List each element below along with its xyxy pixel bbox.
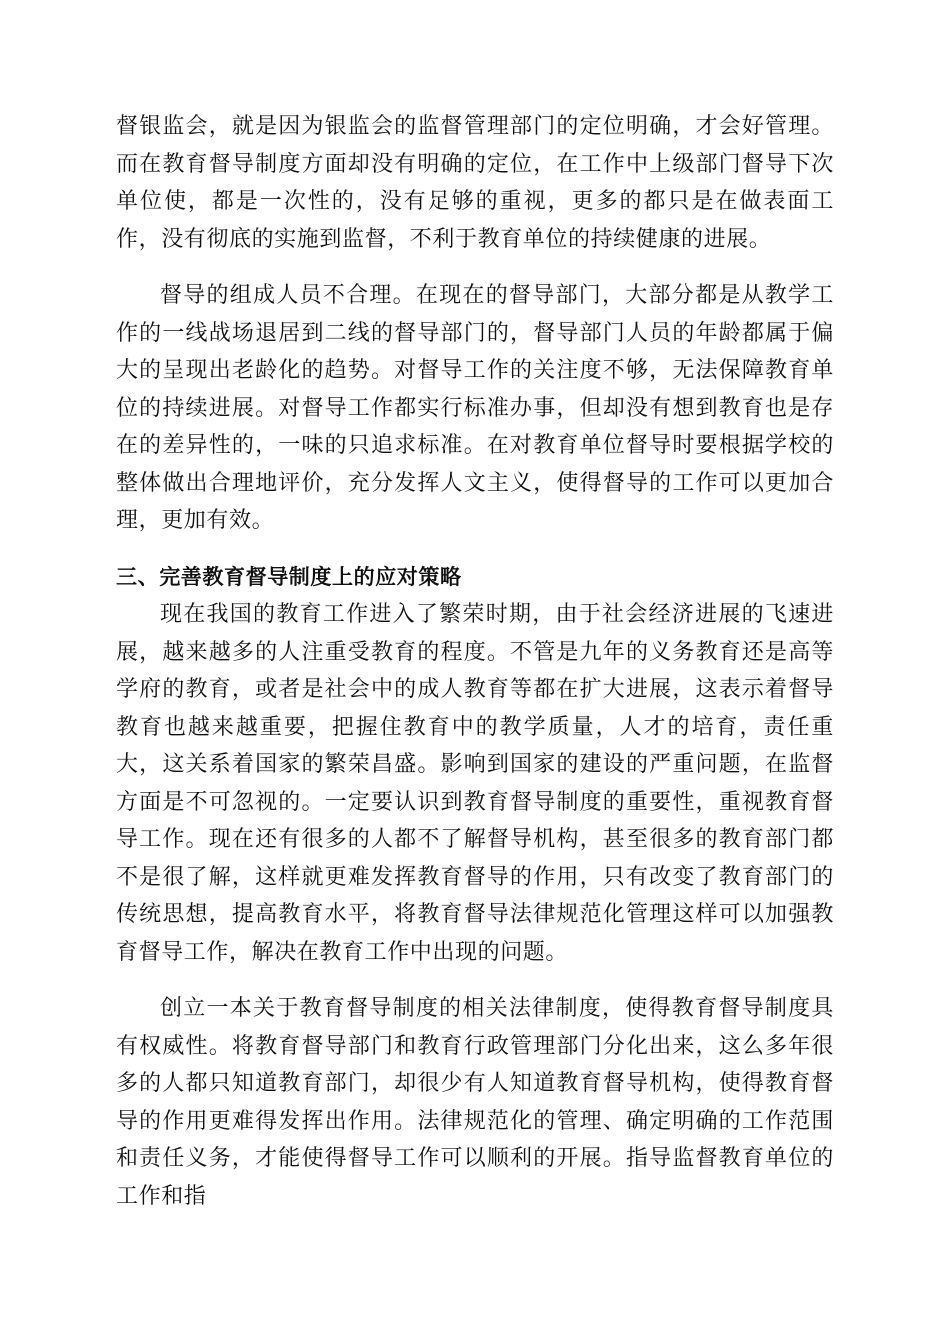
- body-paragraph: 督导的组成人员不合理。在现在的督导部门，大部分都是从教学工作的一线战场退居到二线的督导部门的，督导部门人员的年龄都属于偏大的呈现出老龄化的趋势。对督导工作的关注度不够，无法保障教育单位的持续进展。对督导工作都实行标准办事，但却没有想到教育也是存在的差异性的，一味的只追求标准。在对教育单位督导时要根据学校的整体做出合理地评价，充分发挥人文主义，使得督导的工作可以更加合理，更加有效。: [116, 283, 834, 533]
- body-paragraph: 现在我国的教育工作进入了繁荣时期，由于社会经济进展的飞速进展，越来越多的人注重受教育的程度。不管是九年的义务教育还是高等学府的教育，或者是社会中的成人教育等都在扩大进展，这表示着督导教育也越来越重要，把握住教育中的教学质量，人才的培育，责任重大，这关系着国家的繁荣昌盛。影响到国家的建设的严重问题，在监督方面是不可忽视的。一定要认识到教育督导制度的重要性，重视教育督导工作。现在还有很多的人都不了解督导机构，甚至很多的教育部门都不是很了解，这样就更难发挥教育督导的作用，只有改变了教育部门的传统思想，提高教育水平，将教育督导法律规范化管理这样可以加强教育督导工作，解决在教育工作中出现的问题。: [116, 602, 834, 965]
- section-heading: 三、完善教育督导制度上的应对策略: [116, 564, 462, 589]
- document-page: [116, 108, 834, 1215]
- body-paragraph: 创立一本关于教育督导制度的相关法律制度，使得教育督导制度具有权威性。将教育督导部门和教育行政管理部门分化出来，这么多年很多的人都只知道教育部门，却很少有人知道教育督导机构，使得教育督导的作用更难得发挥出作用。法律规范化的管理、确定明确的工作范围和责任义务，才能使得督导工作可以顺利的开展。指导监督教育单位的工作和指: [116, 996, 834, 1209]
- body-paragraph: 督银监会，就是因为银监会的监督管理部门的定位明确，才会好管理。而在教育督导制度方面却没有明确的定位，在工作中上级部门督导下次单位使，都是一次性的，没有足够的重视，更多的都只是在做表面工作，没有彻底的实施到监督，不利于教育单位的持续健康的进展。: [116, 114, 834, 252]
